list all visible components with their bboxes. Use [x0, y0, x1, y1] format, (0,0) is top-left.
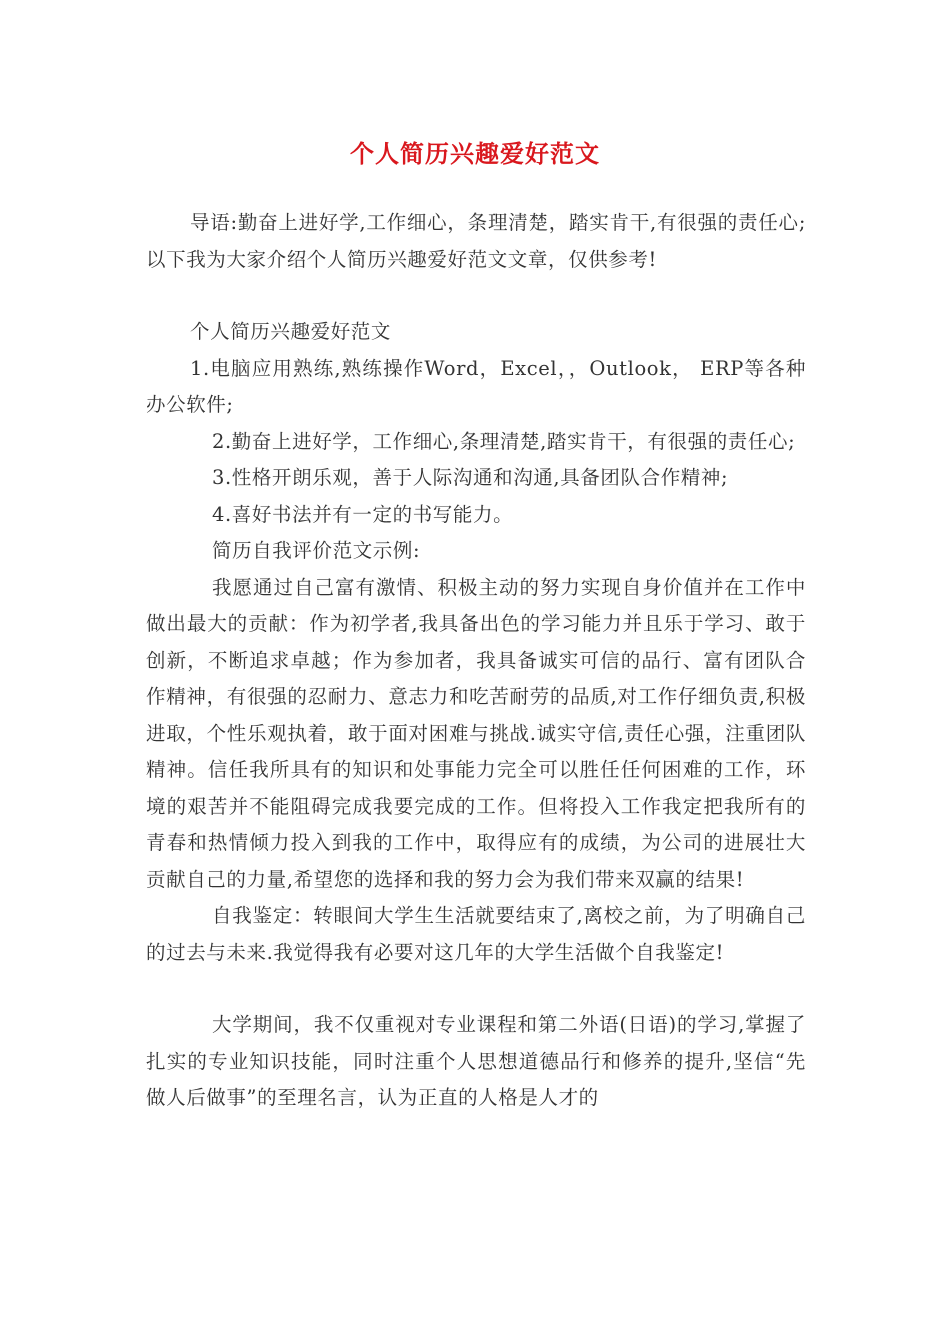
- body-paragraph: 大学期间，我不仅重视对专业课程和第二外语(日语)的学习,掌握了扎实的专业知识技能，同时注重个人思想道德品行和修养的提升,坚信“先做人后做事”的至理名言，认为正直的人格是人才的: [146, 1013, 806, 1109]
- body-paragraph: 自我鉴定：转眼间大学生生活就要结束了,离校之前，为了明确自己的过去与未来.我觉得我有必要对这几年的大学生活做个自我鉴定!: [146, 904, 806, 964]
- list-item: 2.勤奋上进好学，工作细心,条理清楚,踏实肯干，有很强的责任心;: [212, 429, 796, 453]
- document-body: [146, 205, 806, 1117]
- paragraph-gap: [146, 278, 806, 314]
- body-paragraph: 我愿通过自己富有激情、积极主动的努力实现自身价值并在工作中做出最大的贡献：作为初学者,我具备出色的学习能力并且乐于学习、敢于创新，不断追求卓越；作为参加者，我具备诚实可信的品行、富有团队合作精神，有很强的忍耐力、意志力和吃苦耐劳的品质,对工作仔细负责,积极进取，个性乐观执着，敢于面对困难与挑战.诚实守信,责任心强，注重团队精神。信任我所具有的知识和处事能力完全可以胜任任何困难的工作，环境的艰苦并不能阻碍完成我要完成的工作。但将投入工作我定把我所有的青春和热情倾力投入到我的工作中，取得应有的成绩，为公司的进展壮大贡献自己的力量,希望您的选择和我的努力会为我们带来双赢的结果!: [146, 575, 806, 891]
- list-item: 3.性格开朗乐观，善于人际沟通和沟通,具备团队合作精神;: [212, 466, 729, 489]
- paragraph-gap: [146, 971, 806, 1007]
- list-item: 1.电脑应用熟练,熟练操作Word，Excel，，Outlook， ERP等各种办公软件;: [146, 356, 806, 416]
- intro-paragraph: 导语:勤奋上进好学,工作细心，条理清楚，踏实肯干,有很强的责任心;以下我为大家介绍个人简历兴趣爱好范文文章，仅供参考!: [146, 211, 806, 271]
- example-heading: 简历自我评价范文示例:: [212, 539, 421, 562]
- list-item: 4.喜好书法并有一定的书写能力。: [212, 502, 514, 526]
- section-heading: 个人简历兴趣爱好范文: [190, 320, 392, 343]
- document-title: 个人简历兴趣爱好范文: [350, 140, 600, 168]
